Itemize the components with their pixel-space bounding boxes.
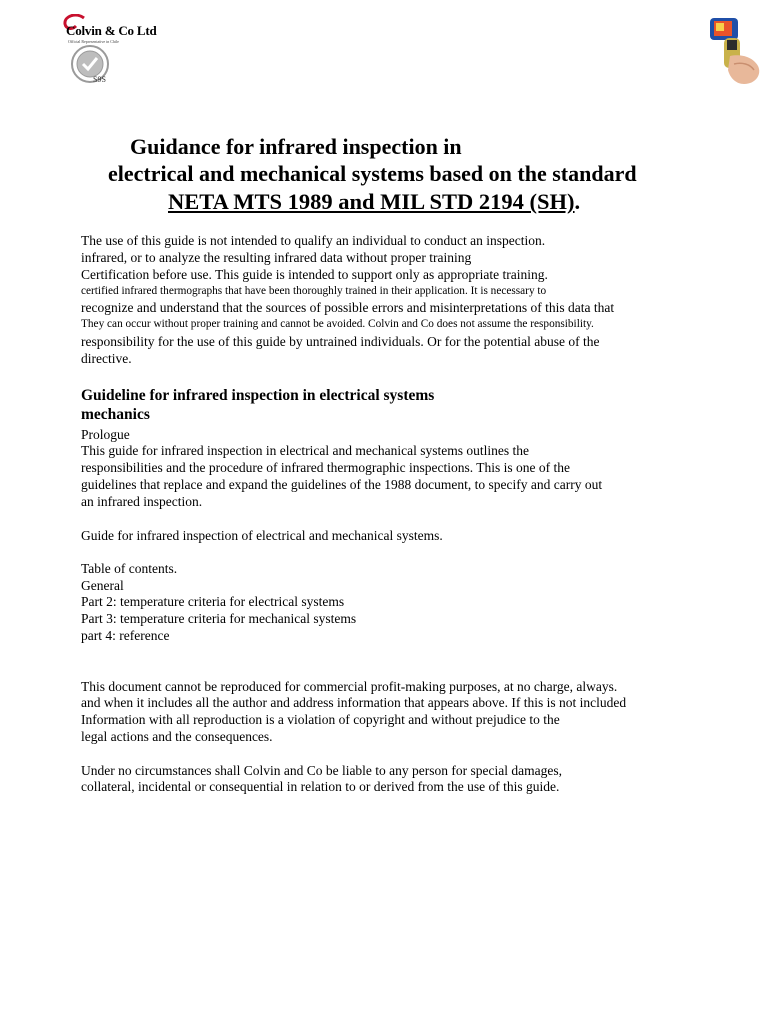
seal-label: S9S xyxy=(93,75,106,84)
disclaimer-line: responsibility for the use of this guide by untrained individuals. Or for the potential abuse of the xyxy=(81,334,600,349)
prologue-line: guidelines that replace and expand the guidelines of the 1988 document, to specify and carry out xyxy=(81,477,603,492)
disclaimer-line: The use of this guide is not intended to qualify an individual to conduct an inspection. xyxy=(81,233,546,248)
title-line-2: electrical and mechanical systems based on the standard xyxy=(108,161,637,186)
prologue-line: This guide for infrared inspection in electrical and mechanical systems outlines the xyxy=(81,443,529,458)
disclaimer-line: infrared, or to analyze the resulting infrared data without proper training xyxy=(81,250,472,265)
disclaimer-line: certified infrared thermographs that have been thoroughly trained in their application. It is necessary to xyxy=(81,285,547,297)
copyright-line: This document cannot be reproduced for commercial profit-making purposes, at no charge, always. xyxy=(81,679,618,694)
disclaimer-line: recognize and understand that the sources of possible errors and misinterpretations of this data that xyxy=(81,300,615,315)
section-heading: Guideline for infrared inspection in electrical systems xyxy=(81,387,435,404)
guide-line: Guide for infrared inspection of electrical and mechanical systems. xyxy=(81,528,443,543)
title-line-3 xyxy=(168,189,580,215)
toc-item: part 4: reference xyxy=(81,628,170,643)
toc-heading: Table of contents. xyxy=(81,561,178,576)
company-logo xyxy=(60,12,170,92)
prologue-label: Prologue xyxy=(81,427,130,442)
disclaimer-line: directive. xyxy=(81,351,132,366)
disclaimer-line: Certification before use. This guide is intended to support only as appropriate training. xyxy=(81,267,548,282)
copyright-line: and when it includes all the author and address information that appears above. If this is not included xyxy=(81,695,627,710)
company-tagline: Official Representative in Chile xyxy=(68,39,119,44)
thermal-camera-image xyxy=(700,10,768,88)
section-heading-cont: mechanics xyxy=(81,406,150,423)
copyright-line: legal actions and the consequences. xyxy=(81,729,273,744)
toc-item: General xyxy=(81,578,124,593)
copyright-line: Information with all reproduction is a violation of copyright and without prejudice to the xyxy=(81,712,560,727)
liability-line: Under no circumstances shall Colvin and Co be liable to any person for special damages, xyxy=(81,763,562,778)
standard-reference: NETA MTS 1989 and MIL STD 2194 (SH) xyxy=(168,189,575,214)
title-line-1: Guidance for infrared inspection in xyxy=(130,134,462,159)
disclaimer-line: They can occur without proper training and cannot be avoided. Colvin and Co does not assume the responsibility. xyxy=(81,318,594,330)
prologue-line: responsibilities and the procedure of infrared thermographic inspections. This is one of the xyxy=(81,460,570,475)
liability-line: collateral, incidental or consequential in relation to or derived from the use of this guide. xyxy=(81,779,560,794)
toc-item: Part 3: temperature criteria for mechanical systems xyxy=(81,611,357,626)
toc-item: Part 2: temperature criteria for electrical systems xyxy=(81,594,345,609)
company-name: Colvin & Co Ltd xyxy=(66,23,157,38)
prologue-line: an infrared inspection. xyxy=(81,494,203,509)
title-period: . xyxy=(574,189,581,214)
